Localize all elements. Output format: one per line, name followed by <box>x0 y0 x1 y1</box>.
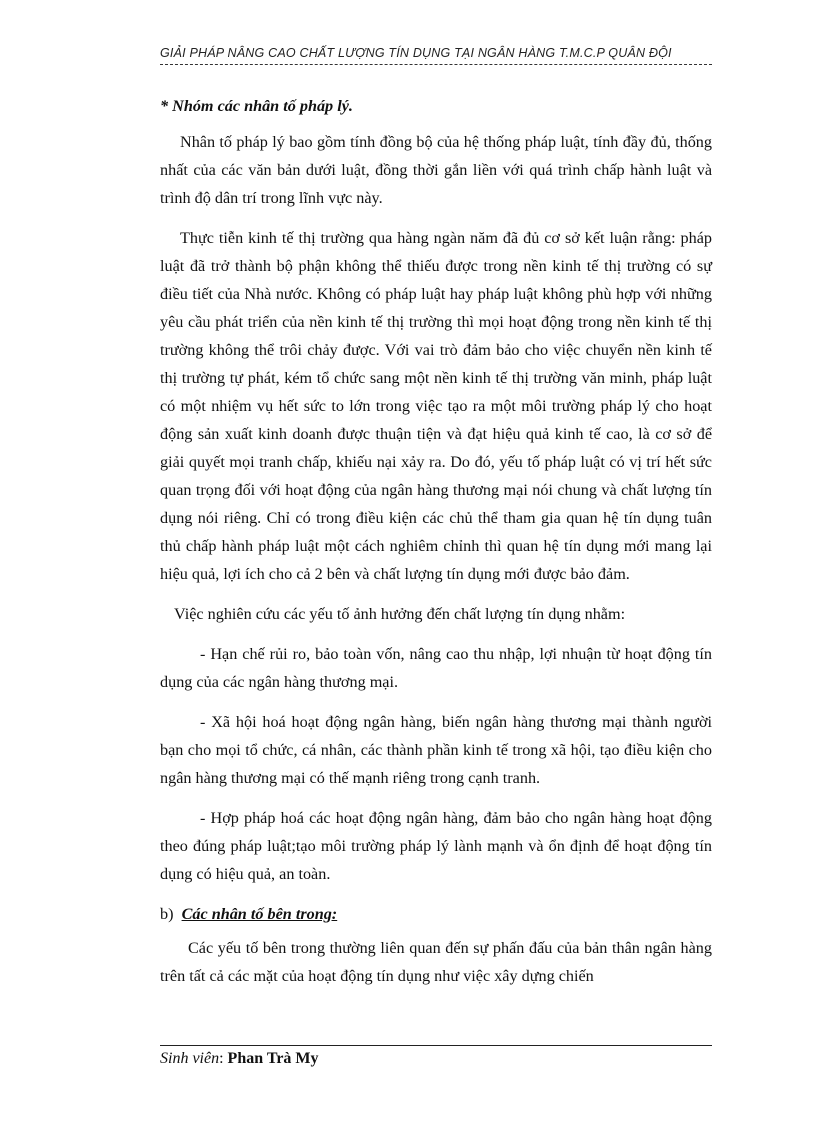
footer-rule <box>160 1045 712 1046</box>
subsection-title: Các nhân tố bên trong: <box>181 905 338 923</box>
subsection-marker: b) <box>160 905 174 923</box>
student-name: Phan Trà My <box>227 1050 319 1067</box>
bullet-legalize-activities: - Hợp pháp hoá các hoạt động ngân hàng, đảm bảo cho ngân hàng hoạt động theo đúng pháp luật;tạo môi trường pháp lý lành mạnh và ổn định để hoạt động tín dụng có hiệu quả, an toàn. <box>160 809 712 883</box>
running-header: GIẢI PHÁP NÂNG CAO CHẤT LƯỢNG TÍN DỤNG TẠI NGÂN HÀNG T.M.C.P QUÂN ĐỘI <box>160 46 672 60</box>
paragraph-market-practice: Thực tiễn kinh tế thị trường qua hàng ngàn năm đã đủ cơ sở kết luận rằng: pháp luật đã trở thành bộ phận không thể thiếu được trong nền kinh tế thị trường có sự điều tiết của Nhà nước. Không có pháp luật hay pháp luật không phù hợp với những yêu cầu phát triển của nền kinh tế thị trường thì mọi hoạt động trong nền kinh tế thị trường không thể trôi chảy được. Với vai trò đảm bảo cho việc chuyển nền kinh tế thị trường tự phát, kém tổ chức sang một nền kinh tế thị trường văn minh, pháp luật có một nhiệm vụ hết sức to lớn trong việc tạo ra một môi trường pháp lý cho hoạt động sản xuất kinh doanh được thuận tiện và đạt hiệu quả kinh tế cao, là cơ sở để giải quyết mọi tranh chấp, khiếu nại xảy ra. Do đó, yếu tố pháp luật có vị trí hết sức quan trọng đối với hoạt động của ngân hàng thương mại nói chung và chất lượng tín dụng nói riêng. Chỉ có trong điều kiện các chủ thể tham gia quan hệ tín dụng tuân thủ chấp hành pháp luật một cách nghiêm chỉnh thì quan hệ tín dụng mới mang lại hiệu quả, lợi ích cho cả 2 bên và chất lượng tín dụng mới được bảo đảm. <box>160 229 712 583</box>
footer-label: Sinh viên <box>160 1050 220 1067</box>
footer-colon: : <box>219 1050 228 1067</box>
bullet-limit-risk: - Hạn chế rủi ro, bảo toàn vốn, nâng cao thu nhập, lợi nhuận từ hoạt động tín dụng của các ngân hàng thương mại. <box>160 645 712 691</box>
section-heading: * Nhóm các nhân tố pháp lý. <box>160 97 353 115</box>
bullet-socialize-banking: - Xã hội hoá hoạt động ngân hàng, biến ngân hàng thương mại thành người bạn cho mọi tổ chức, cá nhân, các thành phần kinh tế trong xã hội, tạo điều kiện cho ngân hàng thương mại có thế mạnh riêng trong cạnh tranh. <box>160 713 712 787</box>
body-text <box>160 92 712 1002</box>
paragraph-legal-factors: Nhân tố pháp lý bao gồm tính đồng bộ của hệ thống pháp luật, tính đầy đủ, thống nhất của các văn bản dưới luật, đồng thời gắn liền với quá trình chấp hành luật và trình độ dân trí trong lĩnh vực này. <box>160 133 712 207</box>
paragraph-internal-factors: Các yếu tố bên trong thường liên quan đến sự phấn đấu của bản thân ngân hàng trên tất cả các mặt của hoạt động tín dụng như việc xây dựng chiến <box>160 939 712 985</box>
header-dashed-rule <box>160 64 712 65</box>
footer <box>160 1050 319 1068</box>
subsection-heading <box>160 900 712 928</box>
paragraph-study-purpose: Việc nghiên cứu các yếu tố ảnh hưởng đến chất lượng tín dụng nhằm: <box>174 605 626 623</box>
